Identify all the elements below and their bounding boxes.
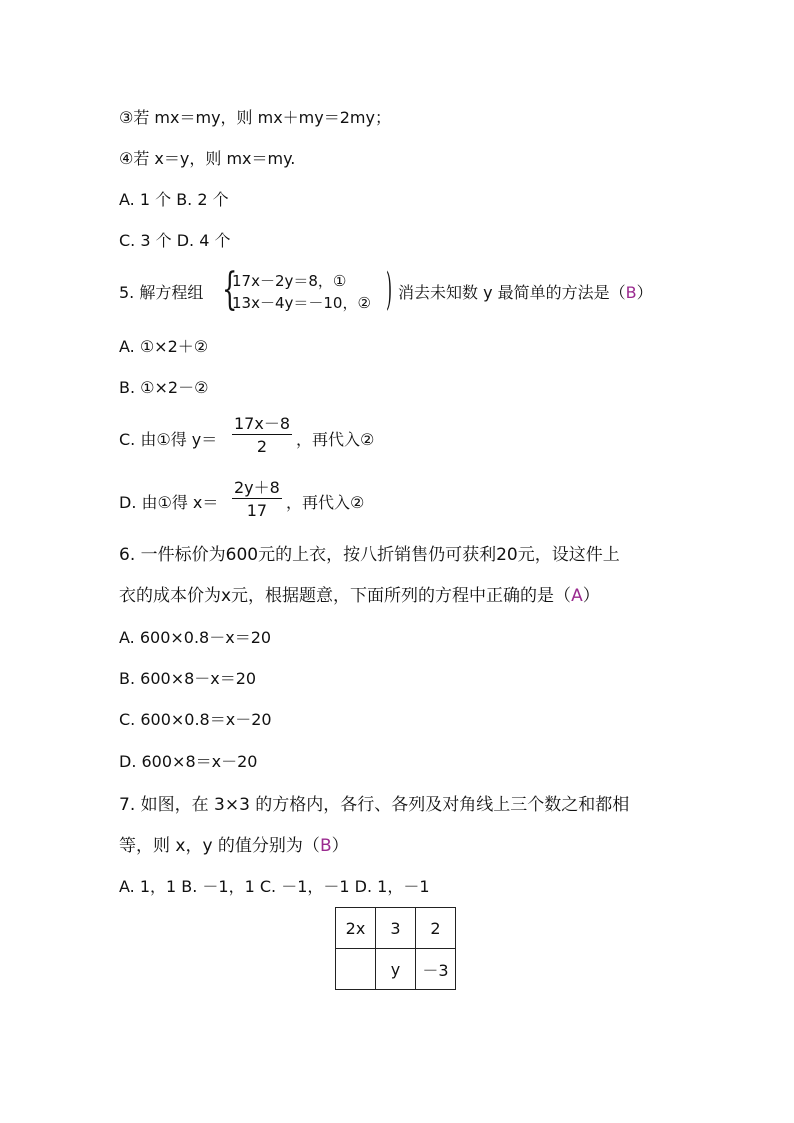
grid-cell: 3 <box>376 908 416 949</box>
q6-stem-line-1: 6. 一件标价为600元的上衣，按八折销售仍可获利20元，设这件上 <box>119 545 620 565</box>
q5-option-d-suffix: ，再代入② <box>286 493 365 512</box>
q5-option-c-prefix: C. 由①得 y＝ <box>119 430 218 449</box>
grid-cell: 2 <box>416 908 456 949</box>
q6-option-b: B. 600×8－x＝20 <box>119 669 257 688</box>
grid-row <box>336 908 456 949</box>
q7-stem-text: 等，则 x，y 的值分别为（ <box>119 836 320 856</box>
q7-stem-line-1: 7. 如图，在 3×3 的方格内，各行、各列及对角线上三个数之和都相 <box>119 795 630 815</box>
q5-answer: B <box>625 283 637 302</box>
right-paren-icon: ) <box>386 264 393 315</box>
q6-stem-line-2 <box>119 586 600 606</box>
q5-option-c-suffix: ，再代入② <box>296 430 375 449</box>
q5-close-paren: ） <box>636 283 653 302</box>
magic-square-grid <box>335 907 456 990</box>
left-brace-icon: { <box>222 264 238 315</box>
q5-option-d-fraction <box>232 478 282 523</box>
q6-option-d: D. 600×8＝x－20 <box>119 752 258 771</box>
q5-equation-1: 17x－2y＝8，① <box>232 272 347 290</box>
q4-options-cd: C. 3 个 D. 4 个 <box>119 231 231 250</box>
grid-row <box>336 949 456 990</box>
q5-option-c-denominator: 2 <box>256 437 268 456</box>
grid-cell: －3 <box>416 949 456 990</box>
q5-option-d-numerator: 2y＋8 <box>234 478 280 497</box>
q7-close-paren: ） <box>331 836 349 856</box>
grid-cell: 2x <box>336 908 376 949</box>
q6-close-paren: ） <box>582 586 600 606</box>
q6-stem-text: 衣的成本价为x元，根据题意，下面所列的方程中正确的是（ <box>119 586 572 606</box>
q7-answer: B <box>319 836 332 856</box>
q5-stem-suffix <box>398 283 653 303</box>
q5-equation-2: 13x－4y＝－10，② <box>232 294 371 312</box>
q5-stem-prefix: 5. 解方程组 <box>119 283 204 302</box>
q5-option-d-denominator: 17 <box>246 501 268 520</box>
q5-option-a: A. ①×2＋② <box>119 337 209 356</box>
q5-option-d-prefix: D. 由①得 x＝ <box>119 493 219 512</box>
q7-stem-line-2 <box>119 836 349 856</box>
q5-option-c-numerator: 17x－8 <box>234 414 291 433</box>
q4-item-4: ④若 x＝y，则 mx＝my. <box>119 149 296 168</box>
q7-options: A. 1，1 B. －1，1 C. －1，－1 D. 1，－1 <box>119 877 430 896</box>
grid-cell: y <box>376 949 416 990</box>
q5-option-b: B. ①×2－② <box>119 378 209 397</box>
q6-option-a: A. 600×0.8－x＝20 <box>119 628 272 647</box>
q4-item-3: ③若 mx＝my，则 mx＋my＝2my； <box>119 108 391 127</box>
grid-cell <box>336 949 376 990</box>
q5-equation-system <box>232 270 371 314</box>
q5-option-c-fraction <box>232 414 292 459</box>
q4-options-ab: A. 1 个 B. 2 个 <box>119 190 229 209</box>
q6-answer: A <box>571 586 583 606</box>
q6-option-c: C. 600×0.8＝x－20 <box>119 710 272 729</box>
q5-stem-text: 消去未知数 y 最简单的方法是（ <box>398 283 626 302</box>
